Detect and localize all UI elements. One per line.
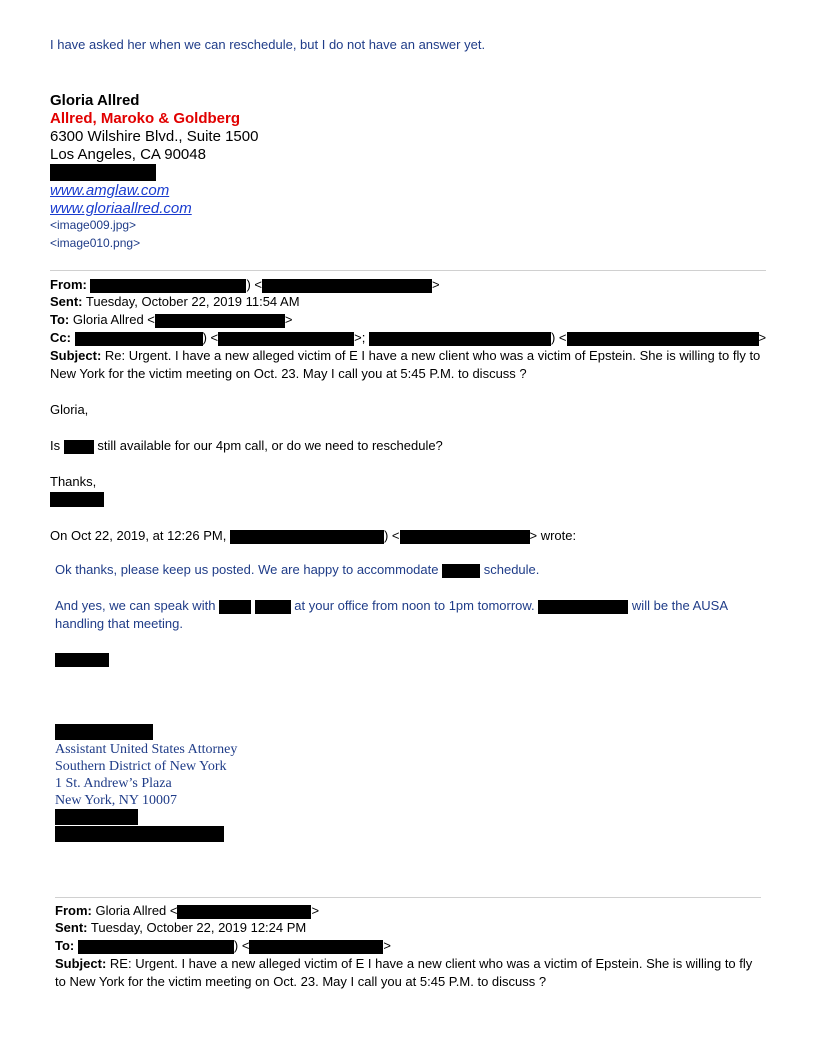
email1-from-row (50, 276, 440, 294)
redacted-ausa-name (55, 724, 153, 740)
punct: > (758, 330, 767, 345)
redacted-cc-name-2 (369, 332, 551, 346)
signature-firm: Allred, Maroko & Goldberg (50, 110, 241, 127)
punct: ) < (202, 330, 219, 345)
to-value: Gloria Allred < (72, 312, 155, 327)
sent-value: Tuesday, October 22, 2019 12:24 PM (90, 920, 307, 935)
punct: > (284, 312, 293, 327)
email2-sent-row (55, 919, 306, 937)
ausa-title: Assistant United States Attorney (55, 742, 238, 757)
redacted-name (255, 600, 291, 614)
quoted-line-2 (55, 597, 728, 615)
redacted-name (442, 564, 480, 578)
redacted-ausa-email (55, 826, 224, 842)
redacted-to-name (78, 940, 234, 954)
punct: ) < (383, 528, 400, 543)
thanks: Thanks, (50, 474, 97, 489)
redacted-signoff (50, 492, 104, 507)
ausa-address-1: 1 St. Andrew’s Plaza (55, 776, 172, 791)
signature-name: Gloria Allred (50, 92, 140, 109)
quoted-text: schedule. (483, 562, 540, 577)
ausa-office: Southern District of New York (55, 759, 227, 774)
quoted-text: will be the AUSA (631, 598, 729, 613)
punct: > (432, 277, 440, 292)
punct: > (529, 528, 538, 543)
redacted-quoted-name (230, 530, 384, 544)
subject-label: Subject: (55, 956, 107, 971)
to-label: To: (55, 938, 75, 953)
punct: ) < (246, 277, 263, 292)
cc-label: Cc: (50, 330, 71, 345)
email2-from-row (55, 902, 319, 920)
punct: > (383, 938, 392, 953)
ausa-address-2: New York, NY 10007 (55, 793, 177, 808)
email1-sent-row (50, 293, 300, 311)
redacted-name (538, 600, 628, 614)
redacted-name (64, 440, 94, 454)
divider-1 (50, 270, 766, 271)
from-value: Gloria Allred < (95, 903, 178, 918)
sent-label: Sent: (55, 920, 88, 935)
redacted-to-email (249, 940, 383, 954)
email2-subject-row (55, 955, 755, 991)
email1-to-row (50, 311, 292, 329)
email1-subject-row (50, 347, 766, 383)
intro-line: I have asked her when we can reschedule, but I do not have an answer yet. (50, 37, 486, 52)
body-rest: still available for our 4pm call, or do we need to reschedule? (97, 438, 443, 453)
redacted-from-email (177, 905, 311, 919)
redacted-cc-email-1 (218, 332, 354, 346)
divider-2 (55, 897, 761, 898)
punct: ) < (550, 330, 567, 345)
email2-to-row (55, 937, 391, 955)
to-label: To: (50, 312, 70, 327)
quoted-header (50, 527, 576, 545)
quoted-line-1 (55, 561, 539, 579)
greeting: Gloria, (50, 402, 89, 417)
signature-address-1: 6300 Wilshire Blvd., Suite 1500 (50, 128, 259, 145)
redacted-name (219, 600, 251, 614)
redacted-signoff (55, 653, 109, 667)
redacted-cc-email-2 (567, 332, 759, 346)
signature-address-2: Los Angeles, CA 90048 (50, 146, 206, 163)
sent-label: Sent: (50, 294, 83, 309)
redacted-phone (50, 164, 156, 181)
quoted-text: at your office from noon to 1pm tomorrow. (294, 598, 535, 613)
attachment-image009[interactable]: <image009.jpg> (50, 218, 137, 232)
attachment-image010[interactable]: <image010.png> (50, 236, 141, 250)
quoted-line-3: handling that meeting. (55, 616, 183, 631)
link-gloriaallred[interactable]: www.gloriaallred.com (50, 200, 192, 217)
redacted-ausa-phone (55, 809, 138, 825)
from-label: From: (50, 277, 87, 292)
email1-cc-row (50, 329, 766, 347)
punct: >; (354, 330, 366, 345)
subject-value: Re: Urgent. I have a new alleged victim of E I have a new client who was a victim of Epstein. She is willing to fly to New York for the victim meeting on Oct. 23. May I call you at 5:45 P.M. to discuss ? (50, 348, 761, 381)
quoted-header-prefix: On Oct 22, 2019, at 12:26 PM, (50, 528, 227, 543)
quoted-text: And yes, we can speak with (55, 598, 216, 613)
redacted-sender-email (262, 279, 432, 293)
sent-value: Tuesday, October 22, 2019 11:54 AM (85, 294, 300, 309)
quoted-text: Ok thanks, please keep us posted. We are happy to accommodate (55, 562, 439, 577)
punct: > (311, 903, 320, 918)
redacted-cc-name-1 (75, 332, 203, 346)
quoted-header-suffix: wrote: (540, 528, 577, 543)
body-line (50, 437, 443, 455)
subject-label: Subject: (50, 348, 102, 363)
redacted-sender-name (90, 279, 246, 293)
from-label: From: (55, 903, 92, 918)
subject-value: RE: Urgent. I have a new alleged victim of E I have a new client who was a victim of Epstein. She is willing to fly to New York for the victim meeting on Oct. 23. May I call you at 5:45 P.M. to discuss ? (55, 956, 753, 989)
redacted-quoted-email (400, 530, 530, 544)
link-amglaw[interactable]: www.amglaw.com (50, 182, 170, 199)
punct: ) < (233, 938, 250, 953)
redacted-to-email (155, 314, 285, 328)
body-is: Is (50, 438, 61, 453)
